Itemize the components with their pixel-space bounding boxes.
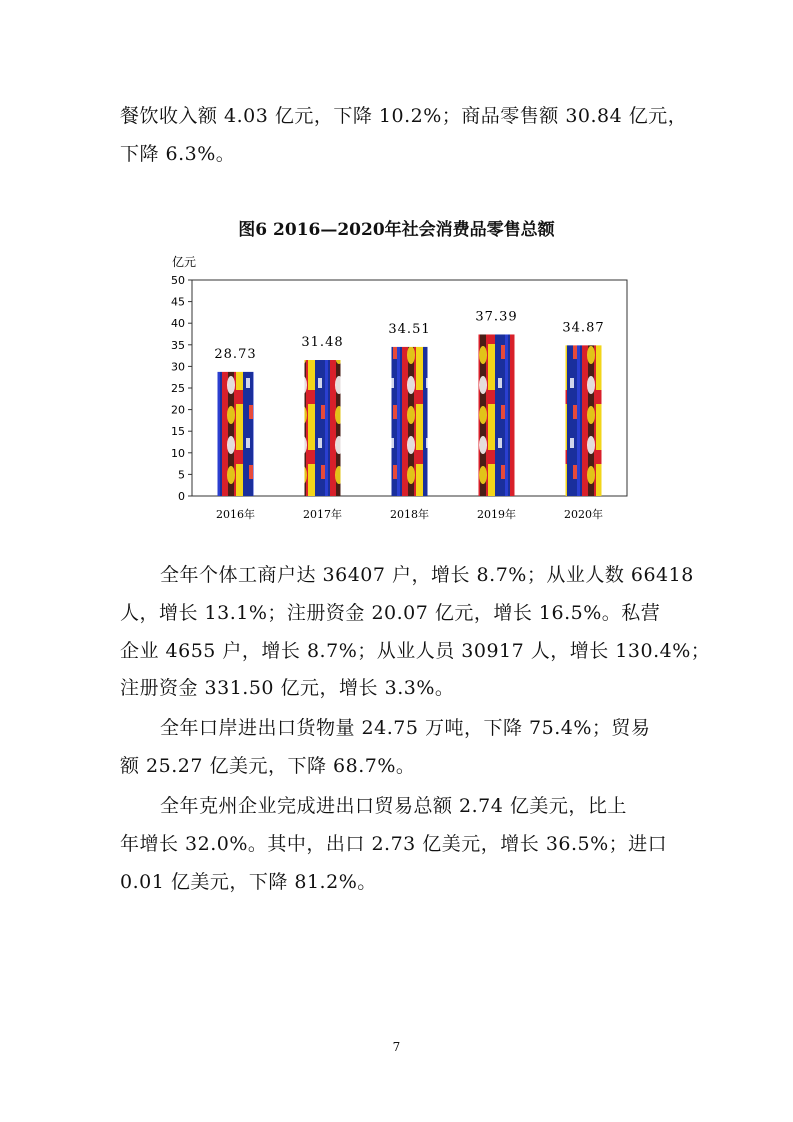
data-label: 34.87 [562,320,605,336]
y-tick-label: 40 [171,317,185,331]
y-tick-label: 20 [171,403,185,417]
y-tick-label: 15 [171,425,185,439]
paragraph-line: 全年克州企业完成进出口贸易总额 2.74 亿美元，比上 [160,795,627,817]
paragraph-line: 人，增长 13.1%；注册资金 20.07 亿元，增长 16.5%。私营 [120,602,661,624]
bar-2018年 [392,347,428,496]
x-tick-label: 2020年 [564,508,603,521]
y-tick-label: 50 [171,274,185,287]
y-tick-label: 45 [171,295,185,309]
paragraph-line: 注册资金 331.50 亿元，增长 3.3%。 [120,677,455,699]
page-number: 7 [392,1040,401,1054]
x-tick-label: 2018年 [390,508,429,521]
bars [218,334,602,496]
y-tick-label: 0 [178,490,185,503]
y-tick-label: 35 [171,338,185,352]
paragraph-line: 年增长 32.0%。其中，出口 2.73 亿美元，增长 36.5%；进口 [120,833,668,855]
paragraph-line: 全年个体工商户达 36407 户，增长 8.7%；从业人数 66418 [160,564,694,586]
paragraph-line: 全年口岸进出口货物量 24.75 万吨，下降 75.4%；贸易 [160,717,651,739]
paragraph-line: 下降 6.3%。 [120,143,236,165]
data-label: 31.48 [301,335,344,351]
bar-2016年 [218,372,254,496]
data-label: 37.39 [475,309,518,325]
paragraph-line: 企业 4655 户，增长 8.7%；从业人员 30917 人，增长 130.4%； [120,640,711,662]
paragraph-line: 额 25.27 亿美元，下降 68.7%。 [120,755,416,777]
y-tick-label: 25 [171,382,185,395]
bar-2019年 [479,334,515,496]
data-label: 28.73 [214,346,257,362]
figure-title: 图6 2016—2020年社会消费品零售总额 [238,220,555,240]
x-ticks [216,507,603,521]
x-tick-label: 2017年 [303,508,342,521]
bar-2017年 [305,360,341,496]
y-tick-label: 5 [178,468,185,482]
x-tick-label: 2016年 [216,508,255,521]
bar-2020年 [566,345,602,496]
retail-sales-bar-chart [150,250,640,530]
data-label: 34.51 [388,321,431,337]
x-tick-label: 2019年 [477,508,516,521]
y-ticks [171,274,192,503]
y-axis-unit-label: 亿元 [172,255,197,269]
paragraph-line: 0.01 亿美元，下降 81.2%。 [120,871,377,893]
y-tick-label: 10 [171,446,185,460]
y-tick-label: 30 [171,360,185,374]
paragraph-line: 餐饮收入额 4.03 亿元，下降 10.2%；商品零售额 30.84 亿元， [120,105,688,127]
